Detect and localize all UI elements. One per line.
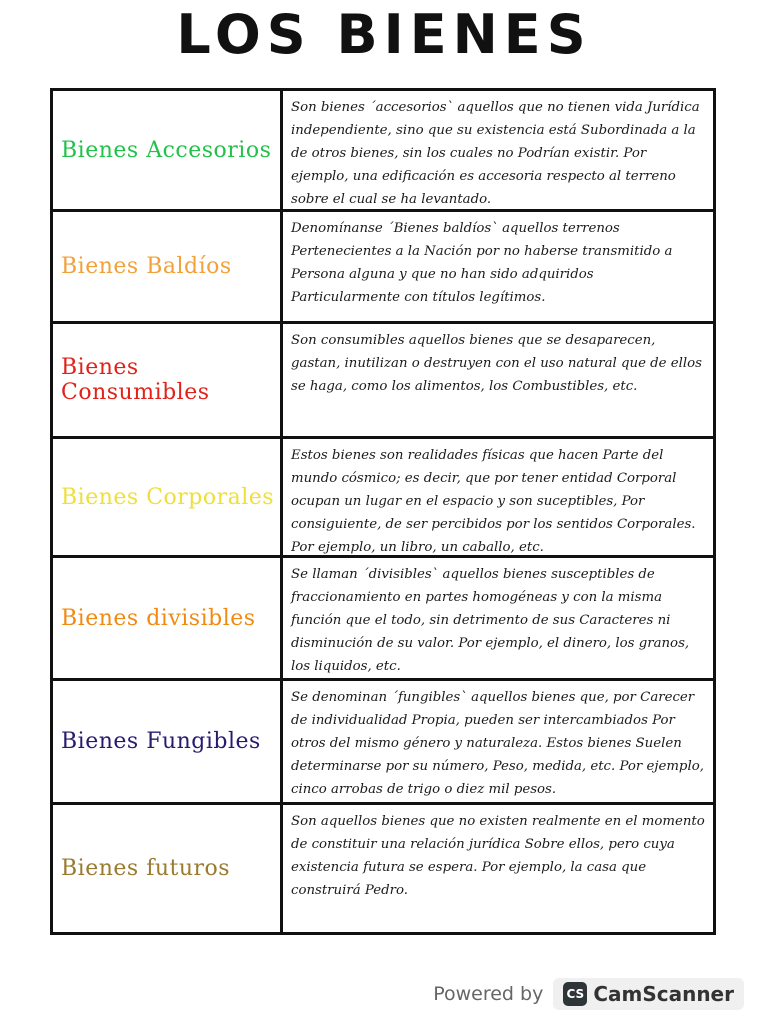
table-row (53, 439, 713, 558)
term-cell (53, 212, 283, 321)
term-label: Bienes Baldíos (61, 254, 232, 279)
table-row (53, 91, 713, 212)
term-label: Bienes Accesorios (61, 137, 272, 163)
table-row (53, 558, 713, 681)
definition-cell: Son consumibles aquellos bienes que se desaparecen, gastan, inutilizan o destruyen con el uso natural que de ellos se haga, como los alimentos, los Combustibles, etc. (291, 333, 702, 394)
table-row (53, 805, 713, 932)
table-row (53, 212, 713, 324)
definition-cell: Son aquellos bienes que no existen realmente en el momento de constituir una relación jurídica Sobre ellos, pero cuya existencia futura se espera. Por ejemplo, la casa que construirá Pedro. (291, 814, 705, 898)
table-row (53, 681, 713, 805)
term-cell (53, 324, 283, 436)
definition-cell: Estos bienes son realidades físicas que hacen Parte del mundo cósmico; es decir, que por tener entidad Corporal ocupan un lugar en el espacio y son suceptibles, Por consiguiente, de ser percibidos por los sentidos Corporales. Por ejemplo, un libro, un caballo, etc. (291, 448, 696, 555)
definition-cell: Se denominan ´fungibles` aquellos bienes que, por Carecer de individualidad Propia, pueden ser intercambiados Por otros del mismo género y naturaleza. Estos bienes Suelen determinarse por su número, Peso, medida, etc. Por ejemplo, cinco arrobas de trigo o diez mil pesos. (291, 690, 704, 797)
camscanner-badge (553, 978, 744, 1010)
term-cell (53, 805, 283, 932)
term-label: Bienes Corporales (61, 484, 275, 510)
camscanner-brand: CamScanner (593, 982, 734, 1006)
term-label: Bienes Consumibles (61, 355, 210, 405)
term-label: Bienes futuros (61, 856, 231, 881)
term-cell (53, 681, 283, 802)
definition-cell: Se llaman ´divisibles` aquellos bienes susceptibles de fraccionamiento en partes homogéneas y con la misma función que el todo, sin detrimento de sus Caracteres ni disminución de su valor. Por ejemplo, el dinero, los granos, los liquidos, etc. (291, 567, 690, 674)
definitions-table (50, 88, 716, 935)
term-cell (53, 558, 283, 678)
definition-cell: Son bienes ´accesorios` aquellos que no tienen vida Jurídica independiente, sino que su existencia está Subordinada a la de otros bienes, sin los cuales no Podrían existir. Por ejemplo, una edificación es accesoria respecto al terreno sobre el cual se ha levantado. (291, 100, 700, 207)
table-row (53, 324, 713, 439)
camscanner-watermark (433, 974, 744, 1014)
term-cell (53, 439, 283, 555)
term-label: Bienes divisibles (61, 605, 256, 631)
term-cell (53, 91, 283, 209)
powered-by-label: Powered by (433, 983, 544, 1005)
page-title: LOS BIENES (176, 3, 592, 66)
term-label: Bienes Fungibles (61, 729, 261, 754)
definition-cell: Denomínanse ´Bienes baldíos` aquellos terrenos Pertenecientes a la Nación por no haberse transmitido a Persona alguna y que no han sido adquiridos Particularmente con títulos legítimos. (291, 221, 673, 305)
camscanner-logo-icon: CS (563, 982, 587, 1006)
